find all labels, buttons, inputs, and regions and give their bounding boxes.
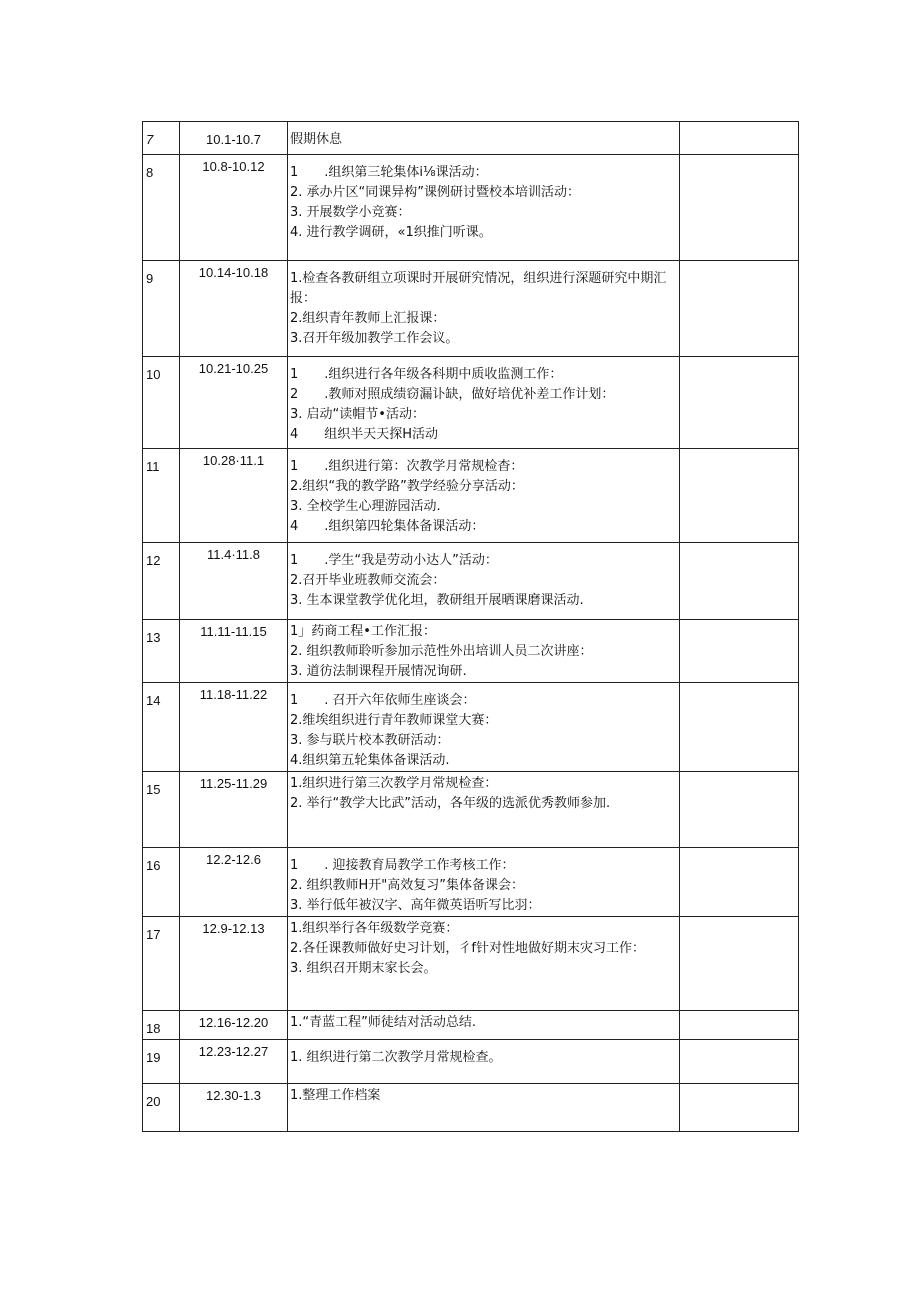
- week-number-text: 20: [146, 1094, 161, 1109]
- remarks-cell: [680, 683, 799, 772]
- work-item: 1 . 召开六年依师生座谈会：: [290, 693, 476, 708]
- work-item: 1 .组织第三轮集体i⅛课活动：: [290, 165, 488, 180]
- work-content: [288, 772, 680, 848]
- table-row: [143, 1011, 799, 1040]
- week-number-text: 15: [146, 782, 161, 797]
- work-item: 4.组织第五轮集体备课活动.: [290, 753, 450, 768]
- work-content: [288, 917, 680, 1011]
- week-number-text: 10: [146, 367, 161, 382]
- date-range-text: 12.2-12.6: [206, 852, 261, 867]
- date-range: [180, 543, 288, 620]
- date-range: [180, 449, 288, 543]
- date-range: [180, 155, 288, 261]
- work-item: 1. 组织进行第二次教学月常规检查。: [290, 1050, 502, 1065]
- date-range-text: 12.23-12.27: [198, 1044, 269, 1059]
- date-range-text: 10.1-10.7: [206, 132, 261, 147]
- work-item: 1.组织举行各年级数学竞赛：: [290, 921, 459, 936]
- week-number-text: 16: [146, 858, 161, 873]
- work-item: 1.检查各教研组立项课时开展研究情况，组织进行深题研究中期汇报：: [290, 271, 667, 306]
- remarks-cell: [680, 1084, 799, 1132]
- date-range-text: 11.4·11.8: [206, 547, 260, 562]
- work-item: 3. 启动“读帽节•活动：: [290, 407, 425, 422]
- table-row: [143, 1084, 799, 1132]
- week-number: [143, 261, 180, 357]
- work-item: 3. 参与联片校本教研活动：: [290, 733, 450, 748]
- work-content: [288, 683, 680, 772]
- date-range-text: 12.16-12.20: [198, 1015, 269, 1030]
- date-range: [180, 1084, 288, 1132]
- remarks-cell: [680, 261, 799, 357]
- date-range: [180, 772, 288, 848]
- work-item: 1 . 迎接教育局教学工作考核工作：: [290, 858, 515, 873]
- work-item: 3. 组织召开期末家长会。: [290, 961, 437, 976]
- date-range-text: 10.28·11.1: [202, 453, 265, 468]
- date-range: [180, 1040, 288, 1084]
- work-content: [288, 261, 680, 357]
- week-number: [143, 772, 180, 848]
- date-range: [180, 683, 288, 772]
- week-number-text: 8: [146, 165, 154, 180]
- week-number: [143, 122, 180, 155]
- date-range: [180, 122, 288, 155]
- table-row: [143, 155, 799, 261]
- remarks-cell: [680, 155, 799, 261]
- work-content: [288, 543, 680, 620]
- table-row: [143, 683, 799, 772]
- remarks-cell: [680, 620, 799, 683]
- work-item: 2. 举行“教学大比武”活动，各年级的选派优秀教师参加.: [290, 796, 611, 811]
- week-number: [143, 357, 180, 449]
- week-number: [143, 620, 180, 683]
- work-content: [288, 357, 680, 449]
- work-content: [288, 848, 680, 917]
- date-range-text: 11.25-11.29: [199, 776, 268, 791]
- work-content: [288, 1040, 680, 1084]
- table-row: [143, 1040, 799, 1084]
- work-item: 4. 进行教学调研，«1织推门听课。: [290, 225, 492, 240]
- week-number: [143, 1011, 180, 1040]
- date-range-text: 10.14-10.18: [198, 265, 269, 280]
- table-row: [143, 917, 799, 1011]
- week-number: [143, 1040, 180, 1084]
- table-row: [143, 261, 799, 357]
- date-range: [180, 917, 288, 1011]
- week-number-text: 12: [146, 553, 161, 568]
- work-item: 3. 全校学生心理游园活动.: [290, 499, 441, 514]
- date-range-text: 10.21-10.25: [198, 361, 269, 376]
- work-item: 4 组织半天天探H活动: [290, 427, 439, 442]
- week-number-text: 7: [146, 132, 154, 147]
- work-content: [288, 1084, 680, 1132]
- date-range-text: 12.9-12.13: [202, 921, 265, 936]
- table-row: [143, 357, 799, 449]
- remarks-cell: [680, 357, 799, 449]
- table-row: [143, 848, 799, 917]
- work-item: 3. 生本课堂教学优化坦，教研组开展晒课磨课活动.: [290, 593, 584, 608]
- work-content: [288, 1011, 680, 1040]
- date-range-text: 11.11-11.15: [200, 624, 267, 639]
- work-item: 2.维埃组织进行青年教师课堂大赛：: [290, 713, 498, 728]
- table-row: [143, 122, 799, 155]
- week-number-text: 17: [146, 927, 161, 942]
- date-range-text: 10.8-10.12: [202, 159, 265, 174]
- week-number-text: 13: [146, 630, 161, 645]
- work-item: 1.组织进行第三次教学月常规检查：: [290, 776, 498, 791]
- date-range: [180, 620, 288, 683]
- week-number: [143, 683, 180, 772]
- work-item: 1 .组织进行各年级各科期中质收监测工作：: [290, 367, 563, 382]
- work-item: 4 .组织第四轮集体备课活动：: [290, 519, 485, 534]
- work-content: [288, 155, 680, 261]
- remarks-cell: [680, 543, 799, 620]
- week-number: [143, 543, 180, 620]
- work-content: [288, 122, 680, 155]
- work-item: 3.召开年级加教学工作会议。: [290, 331, 459, 346]
- work-item: 1」药商工程•工作汇报：: [290, 624, 436, 639]
- week-number: [143, 155, 180, 261]
- work-item: 1 .学生“我是劳动小达人”活动：: [290, 553, 498, 568]
- week-number: [143, 449, 180, 543]
- work-item: 2.召开毕业班教师交流会：: [290, 573, 446, 588]
- table-row: [143, 543, 799, 620]
- table-row: [143, 772, 799, 848]
- work-item: 2. 组织教师H开"高效复习”集体备课会：: [290, 878, 525, 893]
- remarks-cell: [680, 122, 799, 155]
- work-item: 1 .组织进行第：次教学月常规检杳：: [290, 459, 524, 474]
- work-item: 2.组织“我的教学路”教学经验分享活动：: [290, 479, 524, 494]
- date-range: [180, 848, 288, 917]
- work-item: 假期休息: [290, 132, 343, 147]
- work-item: 1.整理工作档案: [290, 1088, 381, 1103]
- date-range: [180, 357, 288, 449]
- remarks-cell: [680, 772, 799, 848]
- work-item: 3. 道彷法制课程开展情况询研.: [290, 664, 467, 679]
- week-number-text: 9: [146, 271, 154, 286]
- remarks-cell: [680, 848, 799, 917]
- week-number: [143, 848, 180, 917]
- date-range-text: 11.18-11.22: [199, 687, 268, 702]
- work-item: 3. 举行低年被汉字、高年微英语听写比羽：: [290, 898, 541, 913]
- work-item: 2.各任课教师做好史习计划，彳f针对性地做好期末灾习工作：: [290, 941, 645, 956]
- remarks-cell: [680, 449, 799, 543]
- work-item: 3. 开展数学小竞赛：: [290, 205, 411, 220]
- week-number-text: 18: [146, 1021, 161, 1036]
- week-number: [143, 1084, 180, 1132]
- remarks-cell: [680, 1011, 799, 1040]
- work-item: 2. 承办片区“同课异构”课例研讨暨校本培训活动：: [290, 185, 581, 200]
- week-number-text: 11: [146, 459, 160, 474]
- work-content: [288, 449, 680, 543]
- work-item: 1.“青蓝工程”师徒结对活动总结.: [290, 1015, 477, 1030]
- table-row: [143, 620, 799, 683]
- table-row: [143, 449, 799, 543]
- work-content: [288, 620, 680, 683]
- week-number: [143, 917, 180, 1011]
- date-range: [180, 261, 288, 357]
- remarks-cell: [680, 1040, 799, 1084]
- schedule-table: [142, 121, 799, 1132]
- week-number-text: 19: [146, 1050, 161, 1065]
- week-number-text: 14: [146, 693, 161, 708]
- work-item: 2.组织青年教师上汇报课：: [290, 311, 446, 326]
- work-item: 2 .教师对照成绩窃漏讣缺，做好培优补差工作计划：: [290, 387, 615, 402]
- work-item: 2. 组织教师聆听参加示范性外出培训人员二次讲座：: [290, 644, 593, 659]
- date-range: [180, 1011, 288, 1040]
- date-range-text: 12.30-1.3: [206, 1088, 261, 1103]
- remarks-cell: [680, 917, 799, 1011]
